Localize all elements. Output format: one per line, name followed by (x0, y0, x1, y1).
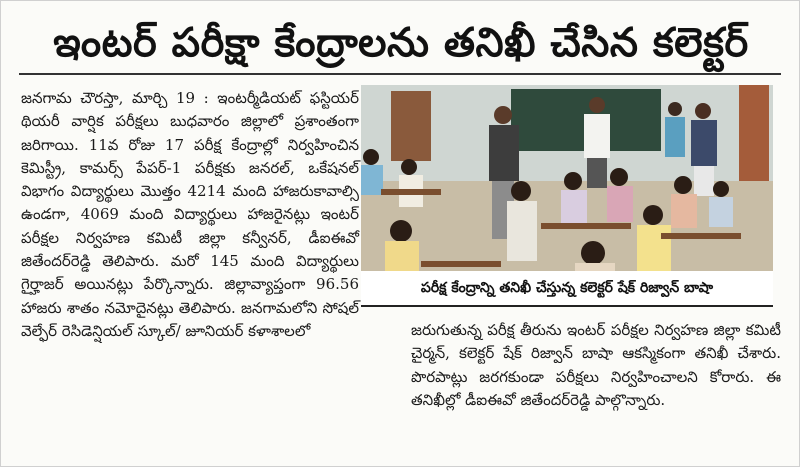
headline: ఇంటర్ పరీక్షా కేంద్రాలను తనిఖీ చేసిన కలెక్టర్ (53, 20, 749, 66)
article-body-left-column: జనగామ చౌరస్తా, మార్చి 19 : ఇంటర్మీడియట్ ఫస్టియర్ థియరీ వార్షిక పరీక్షలు బుధవారం జిల్లాలో ప్రశాంతంగా జరిగాయి. 11వ రోజు 17 పరీక్ష కేంద్రాల్లో నిర్వహించిన కెమిస్ట్రీ, కామర్స్ పేపర్-1 పరీక్షకు జనరల్, ఒకేషనల్ విభాగం విద్యార్థులు మొత్తం 4214 మంది హాజరుకావాల్సి ఉండగా, 4069 మంది విద్యార్థులు హాజరైనట్లు ఇంటర్ పరీక్షల నిర్వహణ కమిటీ జిల్లా కన్వీనర్, డీఐఈవో జితేందర్‌రెడ్డి తెలిపారు. మరో 145 మంది విద్యార్థులు గైర్హాజర్ అయినట్లు పేర్కొన్నారు. జిల్లావ్యాప్తంగా 96.56 హాజరు శాతం నమోదైనట్లు తెలిపారు. జనగామలోని సోషల్ వెల్ఫేర్ రెసిడెన్షియల్ స్కూల్/ జూనియర్ కళాశాలలో (21, 89, 359, 340)
photo-caption: పరీక్ష కేంద్రాన్ని తనిఖీ చేస్తున్న కలెక్టర్ షేక్ రిజ్వాన్ బాషా (361, 271, 773, 307)
door (391, 91, 431, 161)
article-body-right-column: జరుగుతున్న పరీక్ష తీరును ఇంటర్ పరీక్షల నిర్వహణ జిల్లా కమిటీ చైర్మన్, కలెక్టర్ షేక్ రిజ్వాన్ బాషా ఆకస్మికంగా తనిఖీ చేశారు. పొరపాట్లు జరగకుండా పరీక్షలు నిర్వహించాలని కోరారు. ఈ తనిఖీల్లో డీఐఈవో జితేందర్‌రెడ్డి పాల్గొన్నారు. (411, 321, 781, 409)
exam-hall-photo (361, 85, 773, 271)
photo-illustration (361, 85, 773, 271)
headline-rule (19, 73, 781, 75)
